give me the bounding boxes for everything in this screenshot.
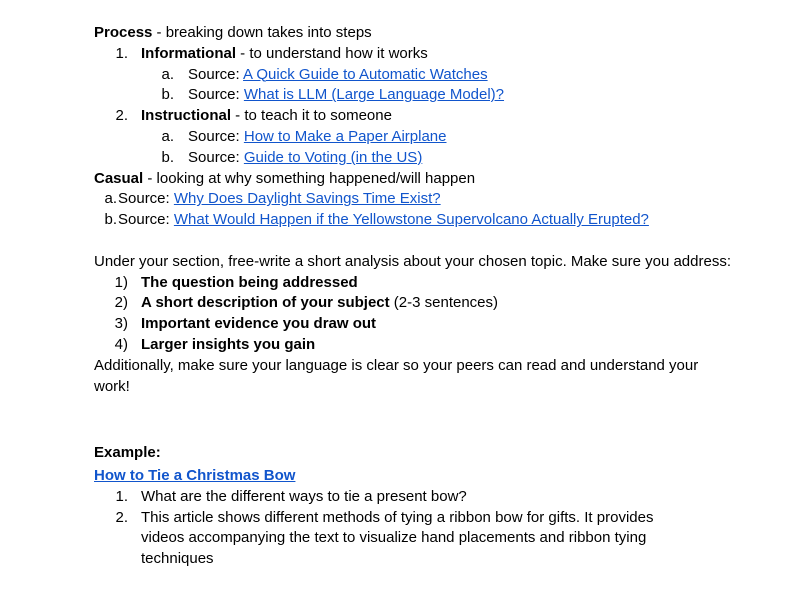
document-body [94,23,734,570]
source-prefix: Source: [118,190,174,208]
example-heading-line [94,439,734,466]
process-section-line [94,23,734,44]
casual-description: - looking at why something happened/will happen [143,169,476,187]
requirement-bold: Larger insights you gain [141,335,316,353]
source-prefix: Source: [118,211,174,229]
instructional-title: Instructional [141,107,232,125]
instructional-description: - to teach it to someone [231,107,392,125]
example-item [94,508,681,570]
list-marker: a. [161,65,174,83]
list-marker: 2) [114,294,128,312]
source-item [94,148,734,169]
list-item-instructional [94,106,734,127]
source-link-voting-guide[interactable]: Guide to Voting (in the US) [243,148,423,166]
list-marker: a. [161,127,174,145]
source-link-paper-airplane[interactable]: How to Make a Paper Airplane [243,127,447,145]
list-marker: 4) [114,335,128,353]
source-link-daylight-savings[interactable]: Why Does Daylight Savings Time Exist? [173,190,441,208]
process-heading: Process [94,24,153,41]
source-item [94,127,734,148]
list-marker: b. [104,211,117,229]
casual-heading: Casual [94,169,144,187]
list-marker: b. [161,148,174,166]
requirement-item [94,273,734,294]
example-item-text: This article shows different methods of tying a ribbon bow for gifts. It provides videos accompanying the text to visualize hand placements and ribbon tying techniques [141,508,654,568]
list-marker: 1. [115,44,128,62]
list-marker: 2. [115,107,128,125]
informational-title: Informational [141,44,237,62]
requirement-bold: The question being addressed [141,273,358,291]
requirement-bold: A short description of your subject [141,294,390,312]
list-marker: 1) [114,273,128,291]
source-item [94,85,734,106]
list-item-informational [94,44,734,65]
process-description: - breaking down takes into steps [152,24,372,41]
casual-section-line [94,169,734,190]
source-prefix: Source: [188,86,244,104]
source-item [94,210,734,231]
example-heading: Example: [94,443,161,461]
requirement-item [94,293,734,314]
example-item-text: What are the different ways to tie a present bow? [141,487,467,505]
source-prefix: Source: [188,65,244,83]
list-marker: 3) [114,315,128,333]
spacer [94,231,734,252]
example-item [94,487,734,508]
source-link-yellowstone[interactable]: What Would Happen if the Yellowstone Supervolcano Actually Erupted? [173,211,649,229]
informational-description: - to understand how it works [236,44,428,62]
list-marker: b. [161,86,174,104]
requirement-item [94,335,734,356]
list-marker: 1. [115,487,128,505]
source-link-llm[interactable]: What is LLM (Large Language Model)? [243,86,505,104]
source-prefix: Source: [188,127,244,145]
example-link-christmas-bow[interactable]: How to Tie a Christmas Bow [94,466,296,484]
spacer [94,397,734,418]
source-link-automatic-watches[interactable]: A Quick Guide to Automatic Watches [243,65,488,83]
spacer [94,418,734,439]
example-link-line [94,466,734,487]
source-item [94,189,734,210]
source-prefix: Source: [188,148,244,166]
list-marker: 2. [115,508,128,526]
instructions-closing: Additionally, make sure your language is clear so your peers can read and understand your work! [94,356,699,395]
source-item [94,65,734,86]
requirement-item [94,314,734,335]
requirement-bold: Important evidence you draw out [141,315,377,333]
list-marker: a. [104,190,117,208]
instructions-intro: Under your section, free-write a short analysis about your chosen topic. Make sure you address: [94,252,731,270]
requirement-rest: (2-3 sentences) [389,294,499,312]
